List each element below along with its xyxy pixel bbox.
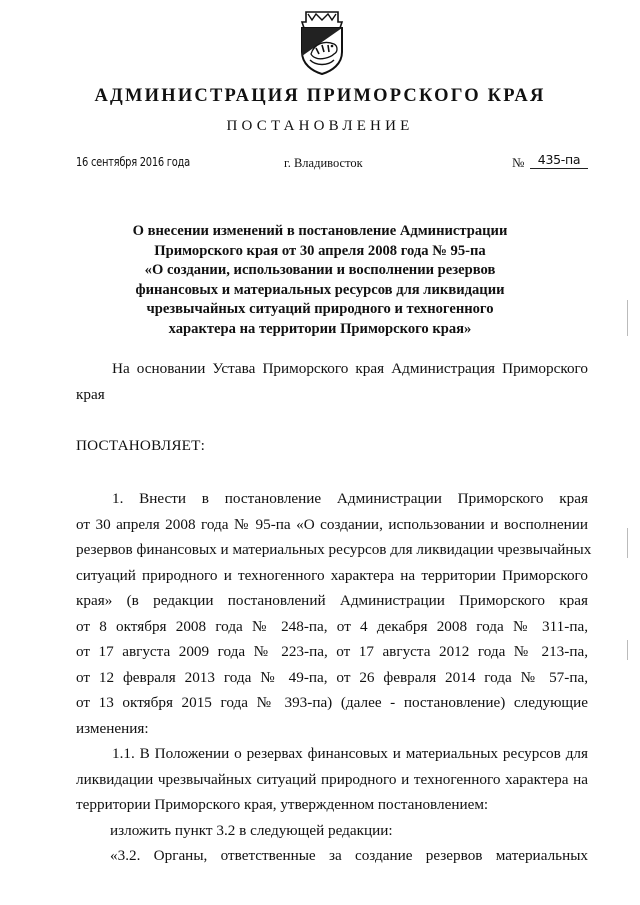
title-line: финансовых и материальных ресурсов для ликвидации xyxy=(135,281,505,298)
coat-of-arms-icon xyxy=(296,8,348,76)
paragraph-line: резервов финансовых и материальных ресурсов для ликвидации чрезвычайных xyxy=(76,541,592,558)
title-line: О внесении изменений в постановление Администрации xyxy=(132,223,508,239)
scan-edge-mark xyxy=(627,640,628,660)
scan-edge-mark xyxy=(627,300,628,336)
paragraph-line: края xyxy=(76,385,105,403)
title-line: «О создании, использовании и восполнении резервов xyxy=(144,262,496,279)
paragraph-line: 1.1. В Положении о резервах финансовых и материальных ресурсов для xyxy=(112,745,588,762)
basis-paragraph xyxy=(76,356,588,407)
document-number: 435-па xyxy=(530,152,588,169)
scan-edge-mark xyxy=(627,528,628,558)
document-number-label: № xyxy=(512,155,525,170)
paragraph-line: края» (в редакции постановлений Администрации Приморского края xyxy=(76,592,588,609)
paragraph-line: «3.2. Органы, ответственные за создание резервов материальных xyxy=(110,847,588,864)
paragraph-line: ситуаций природного и техногенного характера на территории Приморского xyxy=(76,566,588,584)
paragraph-line: от 13 октября 2015 года № 393-па) (далее - постановление) следующие xyxy=(76,694,588,711)
paragraph-line: от 17 августа 2009 года № 223-па, от 17 августа 2012 года № 213-па, xyxy=(76,643,588,660)
paragraph-line: от 12 февраля 2013 года № 49-па, от 26 февраля 2014 года № 57-па, xyxy=(76,668,588,686)
document-date: 16 сентября 2016 года xyxy=(76,154,190,169)
paragraph-line: изменения: xyxy=(76,719,149,737)
document-city: г. Владивосток xyxy=(284,156,363,170)
document-title xyxy=(110,222,530,340)
title-line: Приморского края от 30 апреля 2008 года № 95-па xyxy=(154,242,486,259)
paragraph-line: от 30 апреля 2008 года № 95-па «О создании, использовании и восполнении xyxy=(76,515,588,533)
main-paragraph xyxy=(76,486,592,869)
paragraph-line: от 8 октября 2008 года № 248-па, от 4 декабря 2008 года № 311-па, xyxy=(76,617,588,635)
paragraph-line: На основании Устава Приморского края Администрация Приморского xyxy=(112,360,588,377)
paragraph-line: ликвидации чрезвычайных ситуаций природного и техногенного характера на xyxy=(76,770,588,788)
title-line: характера на территории Приморского края» xyxy=(168,320,472,337)
document-type: ПОСТАНОВЛЕНИЕ xyxy=(226,118,414,134)
title-line: чрезвычайных ситуаций природного и техногенного xyxy=(146,301,494,318)
paragraph-line: 1. Внести в постановление Администрации Приморского края xyxy=(112,490,588,507)
paragraph-line: территории Приморского края, утвержденном постановлением: xyxy=(76,796,489,813)
organization-name: АДМИНИСТРАЦИЯ ПРИМОРСКОГО КРАЯ xyxy=(94,86,546,106)
decree-heading: ПОСТАНОВЛЯЕТ: xyxy=(76,437,206,454)
paragraph-line: изложить пункт 3.2 в следующей редакции: xyxy=(110,821,393,839)
